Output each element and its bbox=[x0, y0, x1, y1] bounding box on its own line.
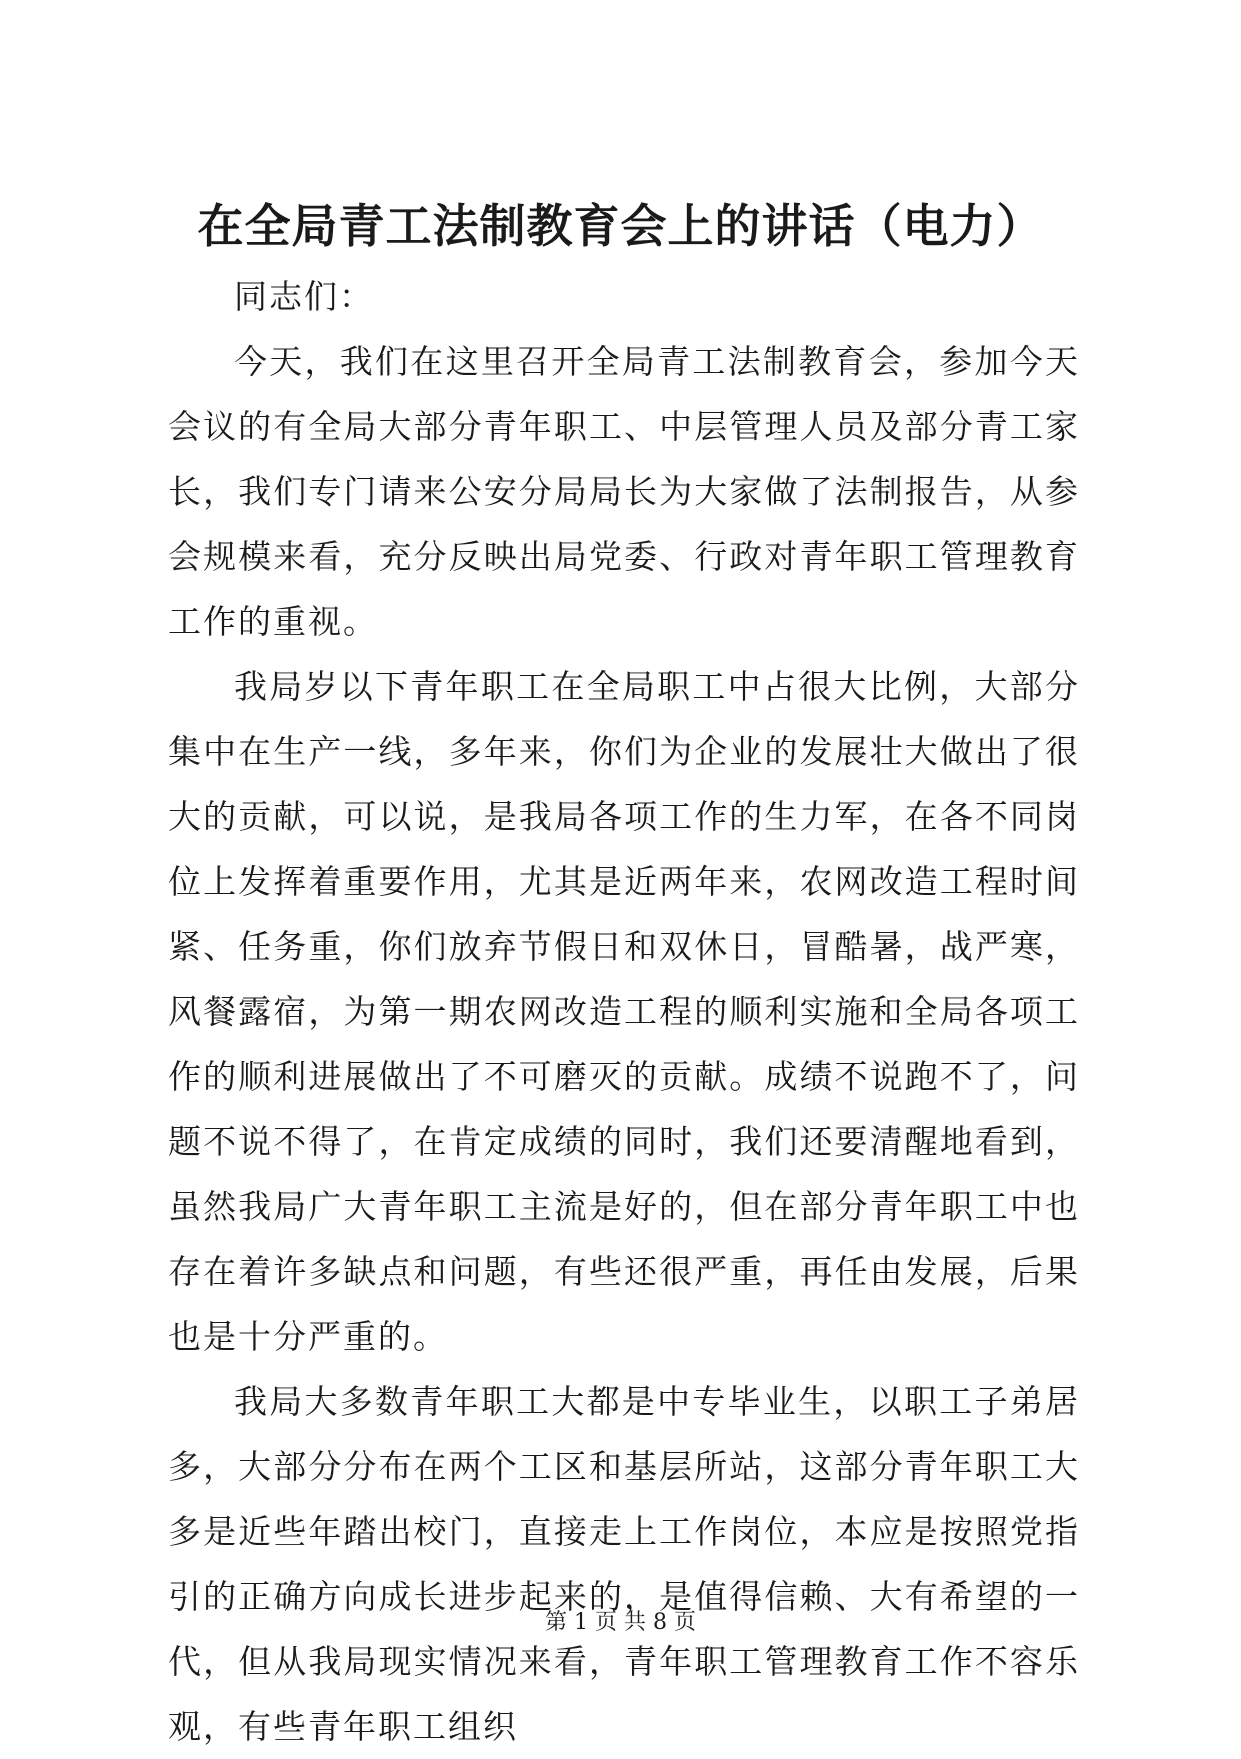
document-title: 在全局青工法制教育会上的讲话（电力） bbox=[197, 199, 1044, 253]
paragraph-3: 我局大多数青年职工大都是中专毕业生，以职工子弟居多，大部分分布在两个工区和基层所站，这部分青年职工大多是近些年踏出校门，直接走上工作岗位，本应是按照党指引的正确方向成长进步起来的，是值得信赖、大有希望的一代，但从我局现实情况来看，青年职工管理教育工作不容乐观，有些青年职工组织 bbox=[168, 1382, 1080, 1746]
salutation: 同志们： bbox=[234, 277, 374, 316]
page-footer: 第 1 页 共 8 页 bbox=[545, 1610, 696, 1635]
document-body bbox=[168, 264, 1080, 1759]
paragraph-1: 今天，我们在这里召开全局青工法制教育会，参加今天会议的有全局大部分青年职工、中层管理人员及部分青工家长，我们专门请来公安分局局长为大家做了法制报告，从参会规模来看，充分反映出局党委、行政对青年职工管理教育工作的重视。 bbox=[168, 342, 1080, 641]
paragraph-2: 我局岁以下青年职工在全局职工中占很大比例，大部分集中在生产一线，多年来，你们为企业的发展壮大做出了很大的贡献，可以说，是我局各项工作的生力军，在各不同岗位上发挥着重要作用，尤其是近两年来，农网改造工程时间紧、任务重，你们放弃节假日和双休日，冒酷暑，战严寒，风餐露宿，为第一期农网改造工程的顺利实施和全局各项工作的顺利进展做出了不可磨灭的贡献。成绩不说跑不了，问题不说不得了，在肯定成绩的同时，我们还要清醒地看到，虽然我局广大青年职工主流是好的，但在部分青年职工中也存在着许多缺点和问题，有些还很严重，再任由发展，后果也是十分严重的。 bbox=[168, 667, 1080, 1356]
